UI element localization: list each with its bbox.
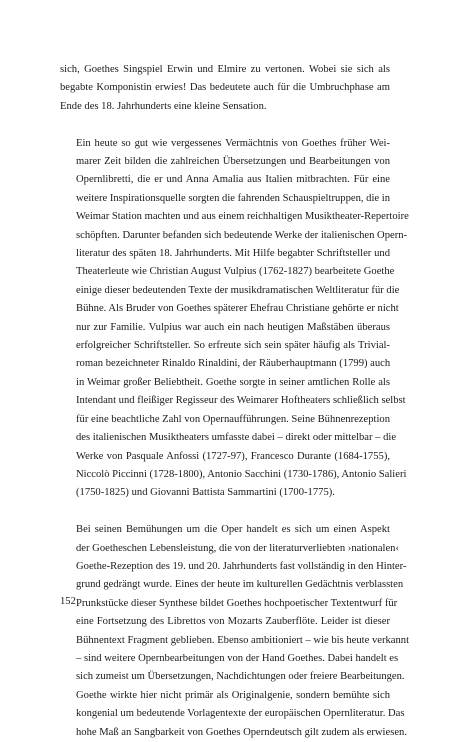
- paragraph-1: [60, 61, 390, 116]
- text-line: Werke von Pasquale Anfossi (1727-97), Francesco Durante (1684-1755),: [76, 450, 390, 462]
- text-line: Ende des 18. Jahrhunderts eine kleine Sensation.: [60, 100, 267, 112]
- page-number: 152: [60, 596, 76, 607]
- text-line: hohe Maß an Sangbarkeit von Goethes Operndeutsch gilt zudem als erwiesen.: [76, 726, 407, 738]
- text-line: Prunkstücke dieser Synthese bildet Goethes hochpoetischer Textentwurf für: [76, 597, 398, 609]
- text-line: Opernlibretti, die er und Anna Amalia aus Italien mitbrachten. Für eine: [76, 174, 390, 186]
- text-line: Bei seinen Bemühungen um die Oper handelt es sich um einen Aspekt: [76, 524, 390, 536]
- text-line: weitere Inspirationsquelle sorgten die fahrenden Schauspieltruppen, die in: [76, 192, 390, 204]
- text-line: des italienischen Musiktheaters umfasste dabei – direkt oder mittelbar – die: [76, 432, 397, 444]
- text-line: Goethe-Rezeption des 19. und 20. Jahrhunderts fast vollständig in den Hinter-: [76, 560, 407, 572]
- text-line: erfolgreicher Schriftsteller. So erfreute sich sein später häufig als Trivial-: [76, 340, 390, 352]
- text-line: Theaterleute wie Christian August Vulpius (1762-1827) bearbeitete Goethe: [76, 266, 395, 278]
- text-line: – sind weitere Opernbearbeitungen von der Hand Goethes. Dabei handelt es: [76, 652, 399, 664]
- text-line: grund gedrängt wurde. Eines der heute im kulturellen Gedächtnis verblassten: [76, 579, 404, 591]
- text-line: Ein heute so gut wie vergessenes Vermächtnis von Goethes früher Wei-: [76, 137, 390, 149]
- text-line: begabte Komponistin erwies! Das bedeutete auch für die Umbruchphase am: [60, 82, 390, 94]
- text-line: für eine beachtliche Zahl von Opernaufführungen. Seine Bühnenrezeption: [76, 413, 390, 425]
- text-line: Bühnentext Fragment geblieben. Ebenso ambitioniert – wie bis heute verkannt: [76, 634, 410, 646]
- text-line: (1750-1825) und Giovanni Battista Sammartini (1700-1775).: [76, 487, 335, 499]
- text-line: Intendant und fleißiger Regisseur des Weimarer Hoftheaters schließlich selbst: [76, 395, 406, 407]
- text-line: marer Zeit bilden die zahlreichen Übersetzungen und Bearbeitungen von: [76, 156, 390, 168]
- text-line: sich, Goethes Singspiel Erwin und Elmire zu vertonen. Wobei sie sich als: [60, 64, 390, 75]
- text-line: in Weimar großer Beliebtheit. Goethe sorgte in seiner amtlichen Rolle als: [76, 376, 390, 388]
- text-line: sich zumeist um Übersetzungen, Nachdichtungen oder freiere Bearbeitungen.: [76, 671, 405, 683]
- text-line: Weimar Station machten und aus einem reichhaltigen Musiktheater-Repertoire: [76, 211, 409, 223]
- text-line: Goethe wirkte hier nicht primär als Originalgenie, sondern bemühte sich: [76, 689, 390, 701]
- text-line: der Goetheschen Lebensleistung, die von der literaturverliebten ›nationalen‹: [76, 542, 399, 554]
- text-line: einige dieser bedeutenden Texte der musikdramatischen Weltliteratur für die: [76, 284, 400, 296]
- paragraph-3: [60, 521, 410, 742]
- text-line: eine Fortsetzung des Librettos von Mozarts Zauberflöte. Leider ist dieser: [76, 616, 390, 628]
- paragraph-2: [60, 135, 409, 503]
- text-line: Bühne. Als Bruder von Goethes späterer Ehefrau Christiane gehörte er nicht: [76, 303, 399, 315]
- text-line: schöpften. Darunter befanden sich bedeutende Werke der italienischen Opern-: [76, 229, 408, 241]
- text-line: literatur des späten 18. Jahrhunderts. Mit Hilfe begabter Schriftsteller und: [76, 248, 390, 260]
- text-line: Niccolò Piccinni (1728-1800), Antonio Sacchini (1730-1786), Antonio Salieri: [76, 468, 407, 480]
- text-line: nur zur Familie. Vulpius war auch ein nach heutigen Maßstäben überaus: [76, 321, 390, 333]
- text-line: kongenial um bedeutende Vorlagentexte der europäischen Opernliteratur. Das: [76, 708, 405, 720]
- text-line: roman bezeichneter Rinaldo Rinaldini, der Räuberhauptmann (1799) auch: [76, 358, 391, 370]
